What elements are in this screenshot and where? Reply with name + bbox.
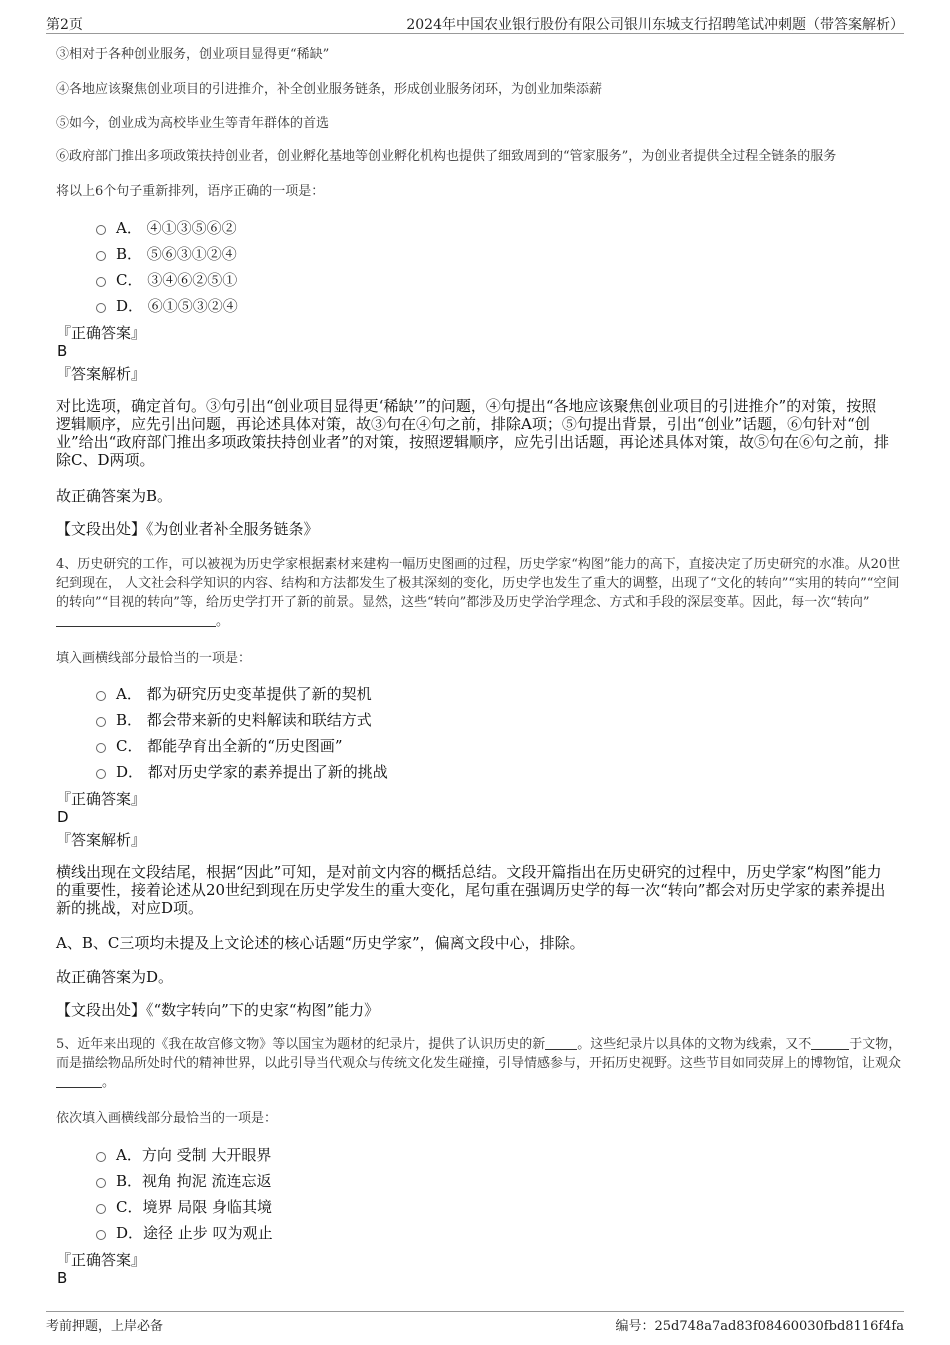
q5-stem: 5、近年来出现的《我在故宫修文物》等以国宝为题材的纪录片，提供了认识历史的新 。这些纪录片以具体的文物为线索，又不 于文物，而是描绘物品所处时代的精神世界，以此引导当代观众与传统文化发生碰撞，引导情感参与，开拓历史视野。这些节目如同荧屏上的博物馆，让观众。 [56,1037,902,1090]
radio-icon[interactable] [96,1178,106,1188]
footer-slogan: 考前押题，上岸必备 [46,1319,164,1334]
q3-option-a[interactable]: A． ④①③⑤⑥② [96,217,237,238]
q5-answer: B [57,1269,68,1287]
radio-icon[interactable] [96,717,106,727]
q5-prompt: 依次填入画横线部分最恰当的一项是： [56,1111,278,1126]
q5-option-d[interactable]: D．途径 止步 叹为观止 [96,1222,273,1243]
q4-blank [56,614,216,627]
footer-divider [46,1311,904,1312]
q5-option-a[interactable]: A．方向 受制 大开眼界 [96,1144,271,1165]
q5-answer-label: 『正确答案』 [56,1251,147,1269]
radio-icon[interactable] [96,769,106,779]
radio-icon[interactable] [96,303,106,313]
radio-icon[interactable] [96,251,106,261]
q3-analysis: 对比选项，确定首句。③句引出“创业项目显得更‘稀缺’”的问题，④句提出“各地应该聚焦创业项目的引进推介”的对策，按照逻辑顺序，应先引出问题，再论述具体对策，故③句在④句之前，排除A项；⑤句提出背景，引出“创业”话题，⑥句针对“创业”给出“政府部门推出多项政策扶持创业者”的对策，按照逻辑顺序，应先引出话题，再论述具体对策，故⑤句在⑥句之前，排除C、D两项。 [56,397,890,469]
radio-icon[interactable] [96,691,106,701]
radio-icon[interactable] [96,1152,106,1162]
header-divider [46,33,904,34]
q3-answer: B [57,342,68,360]
q5-option-c[interactable]: C．境界 局限 身临其境 [96,1196,272,1217]
q4-conclusion: 故正确答案为D。 [56,968,174,986]
q3-sentence-6: ⑥政府部门推出多项政策扶持创业者，创业孵化基地等创业孵化机构也提供了细致周到的“管家服务”，为创业者提供全过程全链条的服务 [56,149,837,164]
q4-analysis: 横线出现在文段结尾，根据“因此”可知，是对前文内容的概括总结。文段开篇指出在历史研究的过程中，历史学家“构图”能力的重要性，接着论述从20世纪到现在历史学发生的重大变化，尾句重在强调历史学的每一次“转向”都会对历史学家的素养提出新的挑战，对应D项。 [56,863,886,917]
q3-answer-label: 『正确答案』 [56,324,147,342]
q3-sentence-4: ④各地应该聚焦创业项目的引进推介，补全创业服务链条，形成创业服务闭环，为创业加柴添薪 [56,82,603,97]
q4-option-d[interactable]: D． 都对历史学家的素养提出了新的挑战 [96,761,388,782]
q4-source: 【文段出处】《“数字转向”下的史家“构图”能力》 [56,1001,380,1019]
radio-icon[interactable] [96,1230,106,1240]
radio-icon[interactable] [96,225,106,235]
q4-answer: D [57,808,69,826]
q4-stem: 4、历史研究的工作，可以被视为历史学家根据素材来建构一幅历史图画的过程，历史学家“构图”能力的高下，直接决定了历史研究的水准。从20世纪到现在， 人文社会科学知识的内容、结构和方法都发生了极其深刻的变化，历史学也发生了重大的调整，出现了“文化的转向”“实用的转向”“空间的转向”“目视的转向”等，给历史学打开了新的前景。显然，这些“转向”都涉及历史学治学理念、方式和手段的深层变革。因此，每一次“转向”。 [56,557,901,629]
q5-blank-2 [811,1037,849,1050]
q3-source: 【文段出处】《为创业者补全服务链条》 [56,520,319,538]
q3-sentence-3: ③相对于各种创业服务，创业项目显得更“稀缺” [56,47,330,62]
radio-icon[interactable] [96,1204,106,1214]
q4-analysis-label: 『答案解析』 [56,831,147,849]
q4-prompt: 填入画横线部分最恰当的一项是： [56,651,252,666]
q3-analysis-label: 『答案解析』 [56,365,147,383]
document-id: 编号：25d748a7ad83f08460030fbd8116f4fa [615,1319,904,1334]
q4-analysis-2: A、B、C三项均未提及上文论述的核心话题“历史学家”，偏离文段中心，排除。 [56,934,585,952]
q3-option-b[interactable]: B． ⑤⑥③①②④ [96,243,237,264]
q5-blank-3 [56,1075,102,1088]
q4-option-b[interactable]: B． 都会带来新的史料解读和联结方式 [96,709,372,730]
page-number: 第2页 [46,17,83,33]
q3-prompt: 将以上6个句子重新排列，语序正确的一项是： [56,184,325,199]
q4-option-a[interactable]: A． 都为研究历史变革提供了新的契机 [96,683,372,704]
q3-option-c[interactable]: C． ③④⑥②⑤① [96,269,237,290]
q3-conclusion: 故正确答案为B。 [56,487,173,505]
radio-icon[interactable] [96,277,106,287]
q3-option-d[interactable]: D． ⑥①⑤③②④ [96,295,238,316]
q5-option-b[interactable]: B．视角 拘泥 流连忘返 [96,1170,272,1191]
q4-answer-label: 『正确答案』 [56,790,147,808]
radio-icon[interactable] [96,743,106,753]
q5-blank-1 [545,1037,577,1050]
q4-option-c[interactable]: C． 都能孕育出全新的“历史图画” [96,735,343,756]
q3-sentence-5: ⑤如今，创业成为高校毕业生等青年群体的首选 [56,116,330,131]
document-title: 2024年中国农业银行股份有限公司银川东城支行招聘笔试冲刺题（带答案解析） [406,17,904,33]
